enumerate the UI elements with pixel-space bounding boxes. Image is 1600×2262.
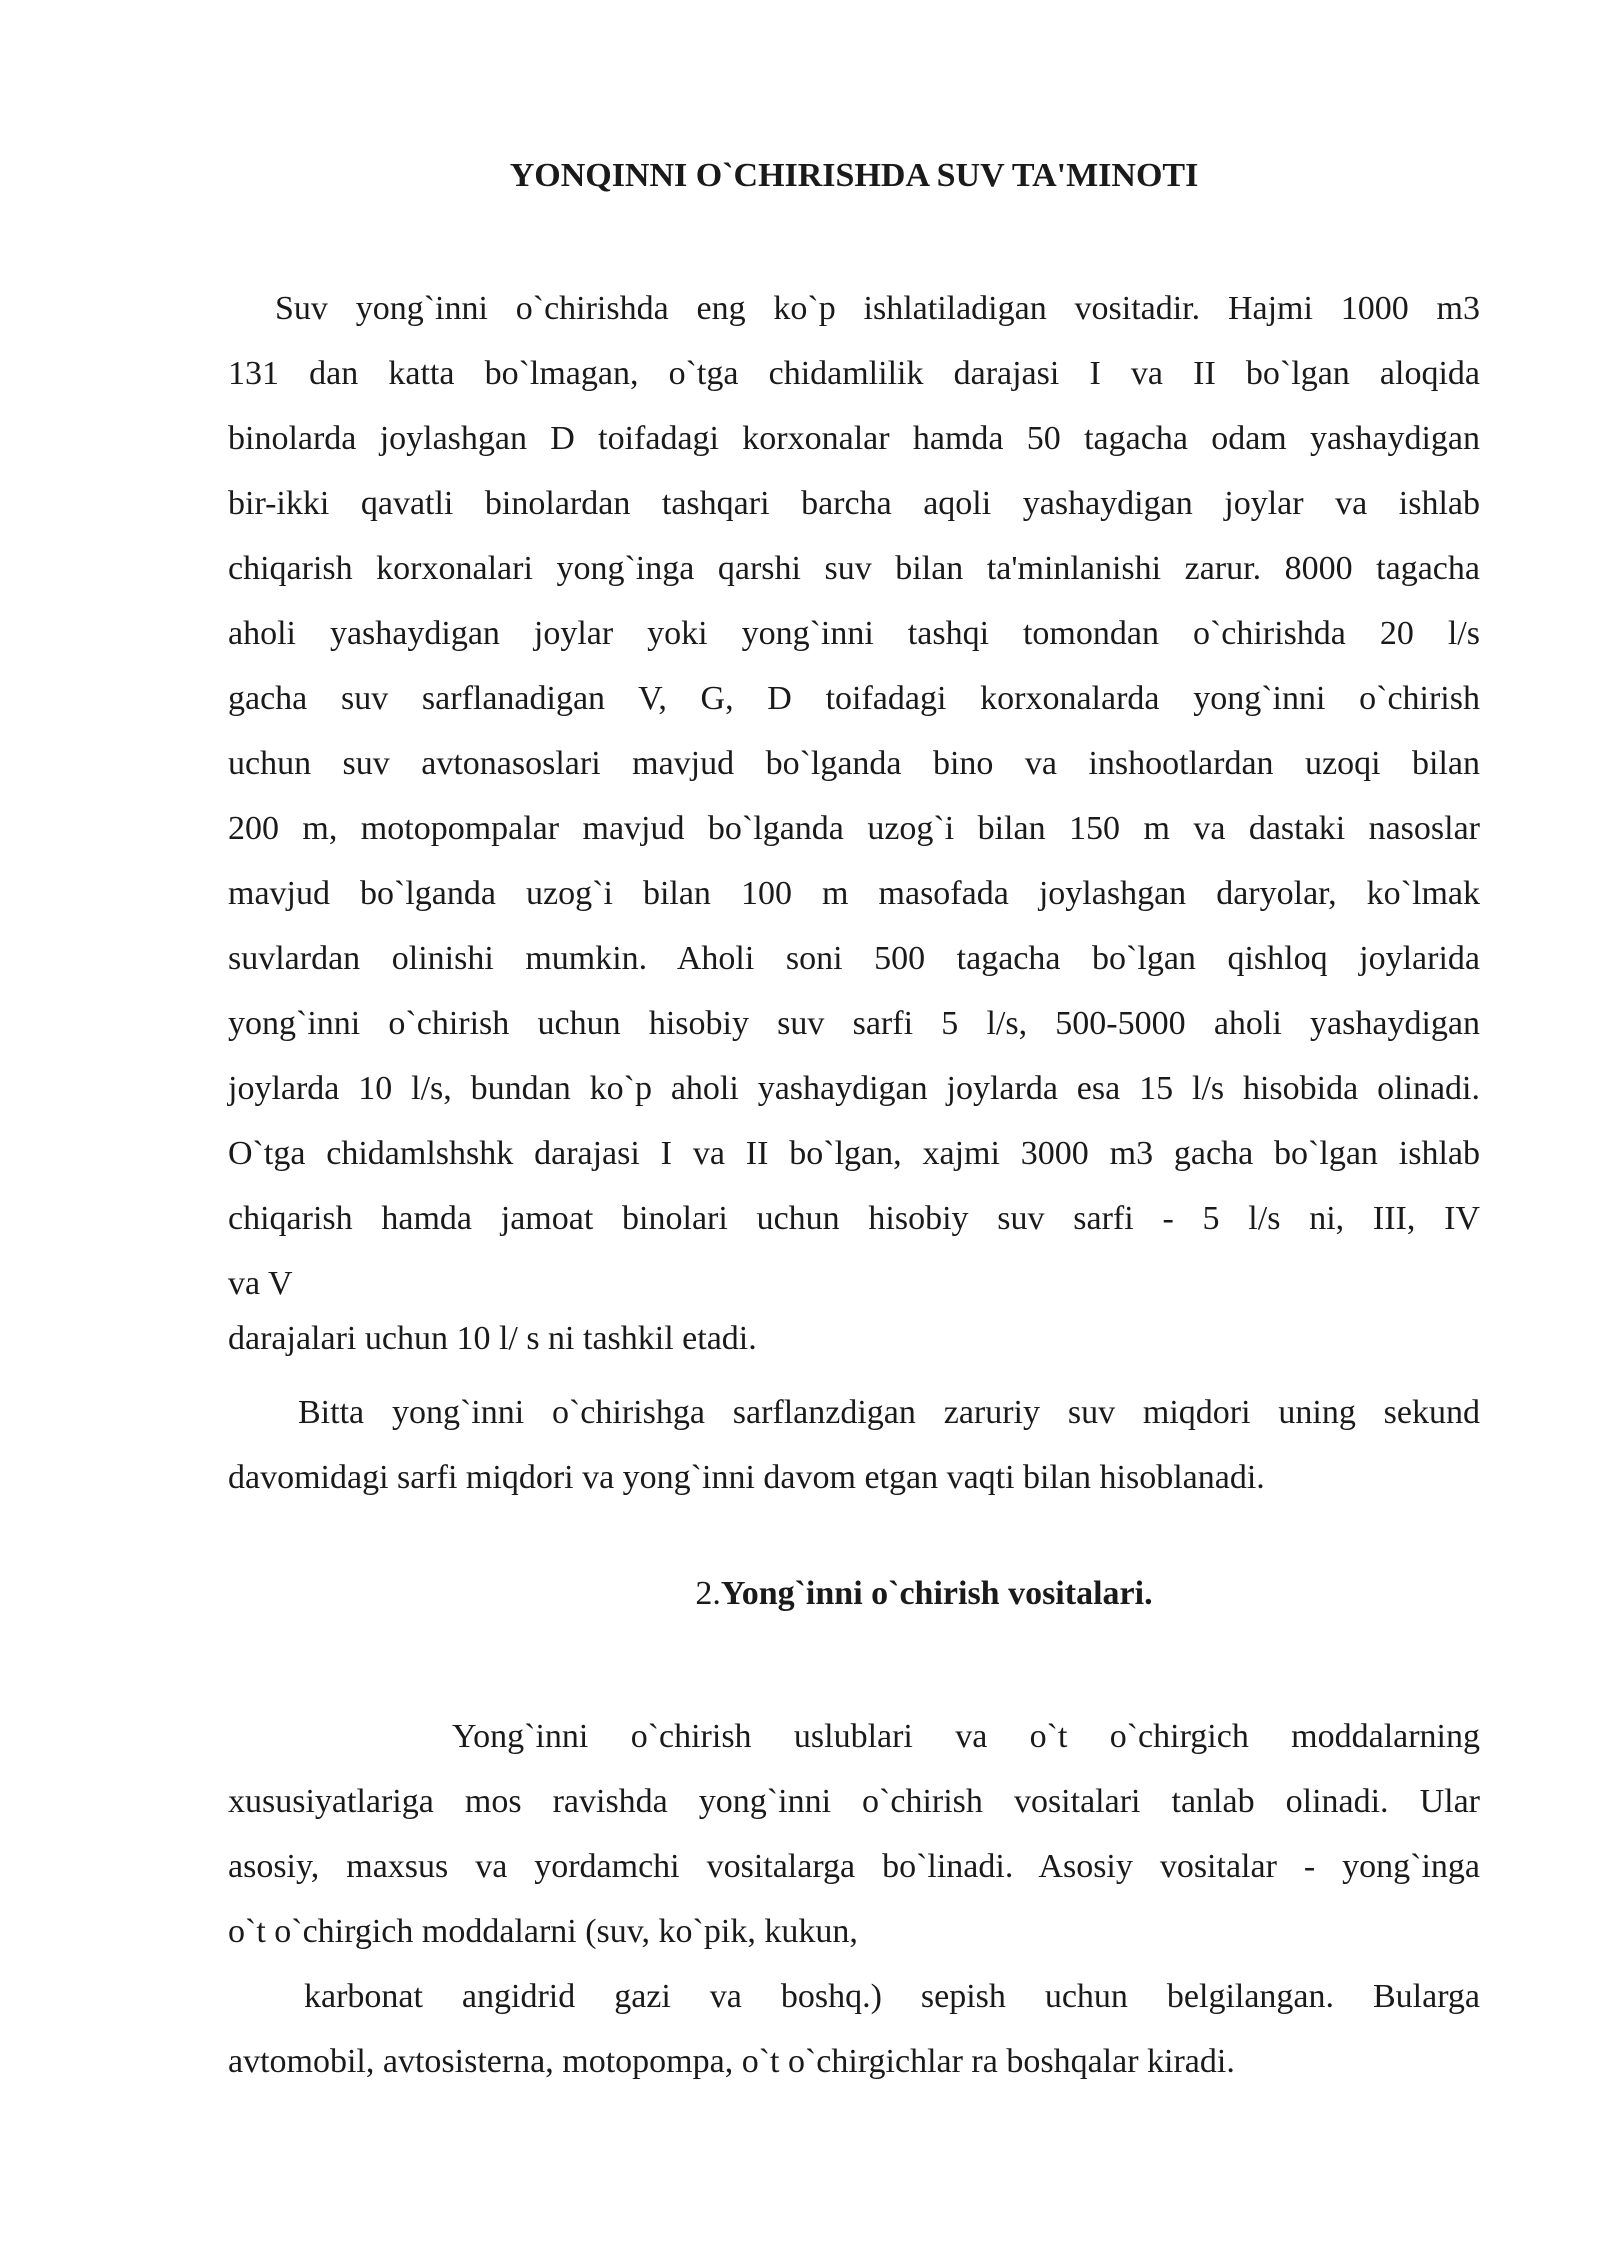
text-line: gacha suv sarflanadigan V, G, D toifadagi korxonalarda yong`inni o`chirish [228, 680, 1480, 717]
paragraph-water-amount [228, 1380, 1480, 1510]
section-title: Yong`inni o`chirish vositalari. [720, 1575, 1153, 1612]
text-line: 131 dan katta bo`lmagan, o`tga chidamlilik darajasi I va II bo`lgan aloqida [228, 355, 1480, 392]
text-line: O`tga chidamlshshk darajasi I va II bo`lgan, xajmi 3000 m3 gacha bo`lgan ishlab [228, 1135, 1480, 1172]
text-line: uchun suv avtonasoslari mavjud bo`lganda bino va inshootlardan uzoqi bilan [228, 745, 1480, 782]
text-line: Suv yong`inni o`chirishda eng ko`p ishlatiladigan vositadir. Hajmi 1000 m3 [275, 290, 1480, 327]
section-number: 2. [695, 1575, 721, 1612]
text-line: 200 m, motopompalar mavjud bo`lganda uzog`i bilan 150 m va dastaki nasoslar [228, 810, 1480, 847]
text-line: chiqarish hamda jamoat binolari uchun hisobiy suv sarfi - 5 l/s ni, III, IV [228, 1200, 1480, 1237]
section-heading [228, 1570, 1480, 1618]
text-line: suvlardan olinishi mumkin. Aholi soni 500 tagacha bo`lgan qishloq joylarida [228, 940, 1480, 977]
paragraph-main-means [228, 1964, 1480, 2094]
text-line: avtomobil, avtosisterna, motopompa, o`t o`chirgichlar ra boshqalar kiradi. [228, 2043, 1235, 2080]
text-line: Yong`inni o`chirish uslublari va o`t o`chirgich moddalarning [452, 1718, 1480, 1755]
paragraph-extinguishing-means [228, 1704, 1480, 1964]
text-line: binolarda joylashgan D toifadagi korxonalar hamda 50 tagacha odam yashaydigan [228, 420, 1480, 457]
text-line: Bitta yong`inni o`chirishga sarflanzdigan zaruriy suv miqdori uning sekund [298, 1394, 1480, 1431]
text-line: joylarda 10 l/s, bundan ko`p aholi yashaydigan joylarda esa 15 l/s hisobida olinadi. [228, 1070, 1480, 1107]
text-line: davomidagi sarfi miqdori va yong`inni davom etgan vaqti bilan hisoblanadi. [228, 1459, 1265, 1496]
text-line: mavjud bo`lganda uzog`i bilan 100 m masofada joylashgan daryolar, ko`lmak [228, 875, 1480, 912]
text-line: o`t o`chirgich moddalarni (suv, ko`pik, kukun, [228, 1913, 858, 1950]
text-line: asosiy, maxsus va yordamchi vositalarga bo`linadi. Asosiy vositalar - yong`inga [228, 1848, 1480, 1885]
text-line: karbonat angidrid gazi va boshq.) sepish uchun belgilangan. Bularga [304, 1978, 1480, 2015]
text-line: yong`inni o`chirish uchun hisobiy suv sarfi 5 l/s, 500-5000 aholi yashaydigan [228, 1005, 1480, 1042]
document-title: YONQINNI O`CHIRISHDA SUV TA'MINOTI [509, 157, 1199, 194]
text-line: va V [228, 1265, 293, 1302]
text-line: xususiyatlariga mos ravishda yong`inni o`chirish vositalari tanlab olinadi. Ular [228, 1783, 1480, 1820]
paragraph-water-supply [228, 276, 1480, 1371]
text-line: aholi yashaydigan joylar yoki yong`inni tashqi tomondan o`chirishda 20 l/s [228, 615, 1480, 652]
text-line: chiqarish korxonalari yong`inga qarshi suv bilan ta'minlanishi zarur. 8000 tagacha [228, 550, 1480, 587]
text-line: bir-ikki qavatli binolardan tashqari barcha aqoli yashaydigan joylar va ishlab [228, 485, 1480, 522]
text-line: darajalari uchun 10 l/ s ni tashkil etadi. [228, 1320, 757, 1357]
